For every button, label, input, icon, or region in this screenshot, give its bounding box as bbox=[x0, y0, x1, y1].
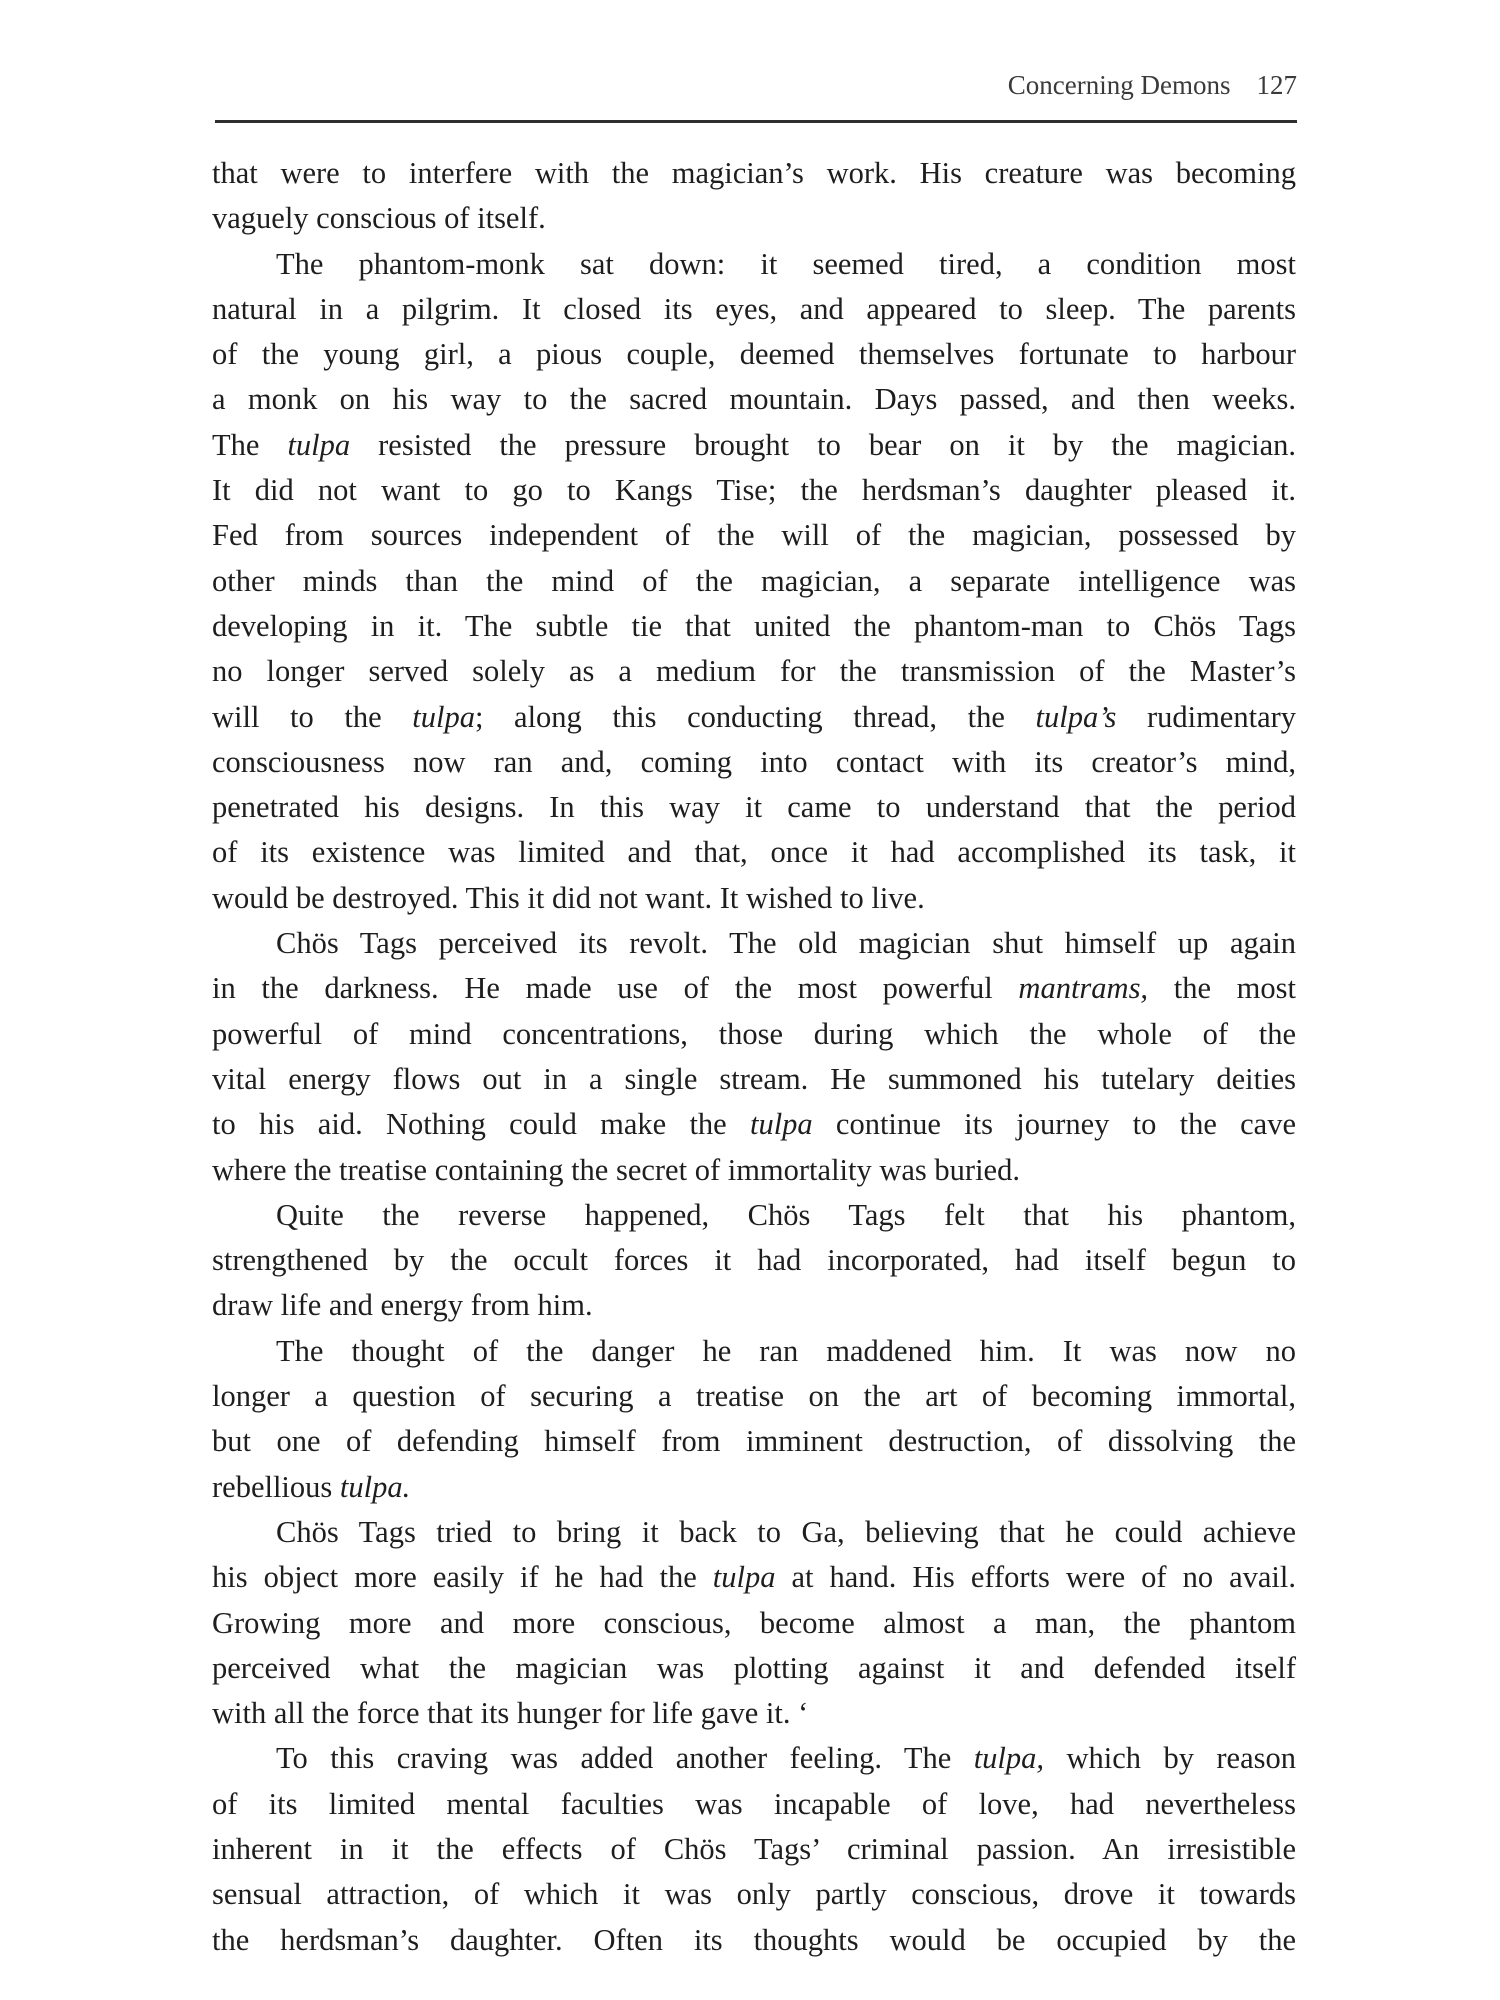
paragraph bbox=[212, 1510, 1296, 1736]
text-line: other minds than the mind of the magician, a separate intelligence was bbox=[212, 563, 1296, 598]
text-line: with all the force that its hunger for life gave it. ‘ bbox=[212, 1696, 809, 1731]
running-header bbox=[215, 70, 1297, 106]
text-line: vital energy flows out in a single stream. He summoned his tutelary deities bbox=[212, 1061, 1296, 1096]
text-line: but one of defending himself from imminent destruction, of dissolving the bbox=[212, 1424, 1296, 1459]
text-line: The thought of the danger he ran maddened him. It was now no bbox=[276, 1333, 1296, 1368]
text-line: developing in it. The subtle tie that united the phantom-man to Chös Tags bbox=[212, 608, 1296, 643]
text-line: rebellious tulpa. bbox=[212, 1469, 411, 1504]
text-line: to his aid. Nothing could make the tulpa continue its journey to the cave bbox=[212, 1107, 1296, 1142]
text-line: strengthened by the occult forces it had incorporated, had itself begun to bbox=[212, 1243, 1296, 1278]
page-number: 127 bbox=[1256, 70, 1297, 100]
text-line: of its existence was limited and that, once it had accomplished its task, it bbox=[212, 835, 1296, 870]
text-line: vaguely conscious of itself. bbox=[212, 201, 546, 236]
italic-term: tulpa bbox=[749, 1107, 813, 1142]
page-body-text bbox=[212, 151, 1296, 1963]
header-rule bbox=[215, 120, 1297, 123]
paragraph bbox=[212, 242, 1296, 921]
paragraph bbox=[212, 1329, 1296, 1510]
text-line: a monk on his way to the sacred mountain. Days passed, and then weeks. bbox=[212, 382, 1296, 417]
text-line: will to the tulpa; along this conducting thread, the tulpa’s rudimentary bbox=[212, 699, 1297, 734]
text-line: of its limited mental faculties was incapable of love, had nevertheless bbox=[212, 1786, 1296, 1821]
running-title: Concerning Demons bbox=[1007, 70, 1231, 100]
text-line: powerful of mind concentrations, those during which the whole of the bbox=[212, 1016, 1296, 1051]
text-line: The phantom-monk sat down: it seemed tired, a condition most bbox=[276, 246, 1296, 281]
text-line: draw life and energy from him. bbox=[212, 1288, 593, 1323]
text-line: Growing more and more conscious, become almost a man, the phantom bbox=[212, 1605, 1296, 1640]
text-line: in the darkness. He made use of the most powerful mantrams, the most bbox=[212, 971, 1296, 1006]
text-line: no longer served solely as a medium for the transmission of the Master’s bbox=[212, 654, 1296, 689]
text-line: It did not want to go to Kangs Tise; the herdsman’s daughter pleased it. bbox=[212, 473, 1296, 508]
text-line: perceived what the magician was plotting against it and defended itself bbox=[212, 1650, 1296, 1685]
paragraph bbox=[212, 1193, 1296, 1329]
paragraph bbox=[212, 151, 1296, 242]
italic-term: tulpa bbox=[712, 1560, 776, 1595]
text-line: the herdsman’s daughter. Often its thoughts would be occupied by the bbox=[212, 1922, 1296, 1957]
italic-term: tulpa. bbox=[339, 1469, 411, 1504]
text-line: that were to interfere with the magician’s work. His creature was becoming bbox=[212, 156, 1296, 190]
italic-term: mantrams, bbox=[1018, 971, 1149, 1006]
text-line: of the young girl, a pious couple, deemed themselves fortunate to harbour bbox=[212, 337, 1296, 372]
text-line: his object more easily if he had the tulpa at hand. His efforts were of no avail. bbox=[212, 1560, 1296, 1595]
italic-term: tulpa bbox=[412, 699, 475, 734]
text-line: Chös Tags tried to bring it back to Ga, believing that he could achieve bbox=[276, 1514, 1296, 1549]
text-line: The tulpa resisted the pressure brought to bear on it by the magician. bbox=[212, 427, 1297, 462]
text-line: sensual attraction, of which it was only partly conscious, drove it towards bbox=[212, 1877, 1296, 1912]
text-line: consciousness now ran and, coming into contact with its creator’s mind, bbox=[212, 744, 1296, 779]
text-line: would be destroyed. This it did not want. It wished to live. bbox=[212, 880, 925, 915]
text-line: penetrated his designs. In this way it came to understand that the period bbox=[212, 790, 1296, 825]
paragraph bbox=[212, 921, 1296, 1193]
text-line: Fed from sources independent of the will of the magician, possessed by bbox=[212, 518, 1296, 553]
italic-term: tulpa’s bbox=[1035, 699, 1117, 734]
text-line: longer a question of securing a treatise on the art of becoming immortal, bbox=[212, 1379, 1296, 1414]
italic-term: tulpa bbox=[287, 427, 351, 462]
text-line: natural in a pilgrim. It closed its eyes, and appeared to sleep. The parents bbox=[212, 291, 1296, 326]
text-line: Chös Tags perceived its revolt. The old magician shut himself up again bbox=[276, 926, 1296, 961]
text-line: where the treatise containing the secret of immortality was buried. bbox=[212, 1152, 1020, 1187]
text-line: inherent in it the effects of Chös Tags’ criminal passion. An irresistible bbox=[212, 1831, 1296, 1866]
paragraph bbox=[212, 1736, 1296, 1962]
text-line: Quite the reverse happened, Chös Tags felt that his phantom, bbox=[276, 1197, 1296, 1232]
italic-term: tulpa, bbox=[973, 1741, 1045, 1776]
text-line: To this craving was added another feeling. The tulpa, which by reason bbox=[276, 1741, 1296, 1776]
